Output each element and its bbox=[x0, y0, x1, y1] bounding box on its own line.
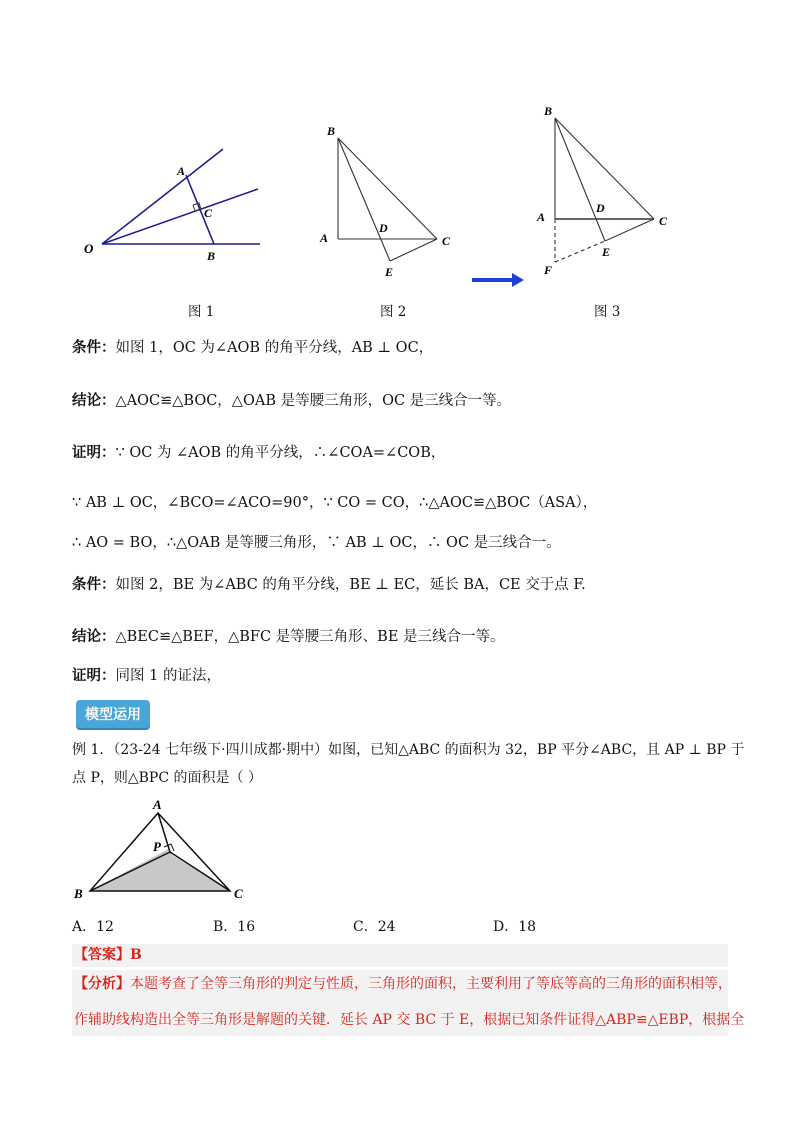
conclusion-label: 结论： bbox=[72, 392, 116, 409]
fig3-label-f: F bbox=[544, 263, 553, 277]
analysis-text-1: 本题考查了全等三角形的判定与性质，三角形的面积，主要利用了等底等高的三角形的面积相等， bbox=[130, 976, 732, 992]
example-line2: 点 P，则△BPC 的面积是（ ） bbox=[72, 770, 262, 786]
answer-label: 【答案】 bbox=[74, 947, 130, 963]
fig3-label-e: E bbox=[602, 245, 611, 259]
condition-text: 如图 1，OC 为∠AOB 的角平分线，AB ⊥ OC， bbox=[115, 340, 434, 356]
fig3-dashed-fe bbox=[555, 241, 605, 262]
analysis-box bbox=[72, 970, 745, 1036]
fig1-ray-oa bbox=[102, 149, 223, 244]
proof-label: 证明： bbox=[72, 667, 116, 684]
option-c[interactable]: C．24 bbox=[353, 919, 396, 935]
model1-conclusion bbox=[72, 391, 511, 411]
fig1-label-a: A bbox=[177, 164, 186, 178]
fig2-caption: 图 2 bbox=[380, 304, 407, 320]
fig3-label-c: C bbox=[659, 214, 668, 228]
fig3-label-a: A bbox=[537, 210, 546, 224]
condition-text: 如图 2，BE 为∠ABC 的角平分线，BE ⊥ EC，延长 BA，CE 交于点 F. bbox=[115, 577, 586, 593]
proof-label: 证明： bbox=[72, 444, 116, 461]
answer-box bbox=[72, 944, 728, 967]
analysis-line2: 作辅助线构造出全等三角形是解题的关键．延长 AP 交 BC 于 E，根据已知条件证得△ABP≌△EBP，根据全 bbox=[74, 1012, 745, 1028]
example-line1: 例 1．（23-24 七年级下·四川成都·期中）如图，已知△ABC 的面积为 32，BP 平分∠ABC，且 AP ⊥ BP 于 bbox=[72, 742, 745, 758]
section-badge: 模型运用 bbox=[76, 700, 150, 728]
figure-2 bbox=[315, 120, 465, 285]
fig4-label-b: B bbox=[74, 886, 83, 901]
shaded-triangle-bpc bbox=[90, 849, 230, 891]
fig4-label-c: C bbox=[234, 886, 243, 901]
fig2-label-e: E bbox=[385, 265, 394, 279]
conclusion-label: 结论： bbox=[72, 628, 116, 645]
condition-label: 条件： bbox=[72, 339, 116, 356]
option-b[interactable]: B．16 bbox=[213, 919, 256, 935]
figure-3 bbox=[530, 100, 680, 285]
model2-conclusion bbox=[72, 627, 505, 647]
right-arrow-icon bbox=[470, 270, 526, 288]
option-d[interactable]: D．18 bbox=[493, 919, 537, 935]
fig1-caption: 图 1 bbox=[188, 304, 215, 320]
model1-proof-line3: ∴ AO = BO，∴△OAB 是等腰三角形，∵ AB ⊥ OC，∴ OC 是三线合一。 bbox=[72, 535, 561, 551]
fig2-label-b: B bbox=[327, 124, 336, 138]
model1-proof-line1 bbox=[72, 443, 445, 463]
answer-value: B bbox=[130, 947, 142, 963]
fig2-segment-ec bbox=[390, 239, 437, 261]
fig3-label-d: D bbox=[596, 201, 605, 215]
proof-text-1: ∵ OC 为 ∠AOB 的角平分线，∴∠COA=∠COB， bbox=[115, 445, 446, 461]
fig2-segment-be bbox=[338, 138, 390, 261]
fig1-ray-oc bbox=[102, 189, 258, 244]
analysis-label: 【分析】 bbox=[74, 976, 130, 992]
fig2-label-a: A bbox=[320, 231, 329, 245]
proof-text: 同图 1 的证法， bbox=[115, 668, 221, 684]
fig4-label-p: P bbox=[153, 839, 161, 854]
fig4-label-a: A bbox=[153, 797, 162, 812]
fig3-segment-ec bbox=[605, 219, 654, 241]
fig3-segment-be bbox=[555, 118, 605, 241]
conclusion-text: △BEC≌△BEF，△BFC 是等腰三角形、BE 是三线合一等。 bbox=[115, 629, 505, 645]
analysis-line1 bbox=[74, 974, 732, 994]
option-a[interactable]: A．12 bbox=[72, 919, 114, 935]
conclusion-text: △AOC≌△BOC，△OAB 是等腰三角形，OC 是三线合一等。 bbox=[115, 393, 512, 409]
model1-condition bbox=[72, 338, 433, 358]
model2-condition bbox=[72, 575, 586, 595]
fig1-label-o: O bbox=[84, 241, 94, 256]
fig2-label-c: C bbox=[442, 234, 451, 248]
fig1-label-c: C bbox=[204, 206, 213, 220]
fig3-label-b: B bbox=[544, 104, 553, 118]
condition-label: 条件： bbox=[72, 576, 116, 593]
answer-line bbox=[74, 945, 142, 965]
fig1-label-b: B bbox=[207, 249, 216, 263]
model1-proof-line2: ∵ AB ⊥ OC，∠BCO=∠ACO=90°，∵ CO = CO，∴△AOC≌△BOC（ASA）， bbox=[72, 495, 598, 511]
example-figure bbox=[70, 795, 255, 905]
fig2-label-d: D bbox=[379, 221, 388, 235]
figure-1 bbox=[80, 140, 270, 270]
fig3-caption: 图 3 bbox=[594, 304, 621, 320]
model2-proof bbox=[72, 666, 221, 686]
